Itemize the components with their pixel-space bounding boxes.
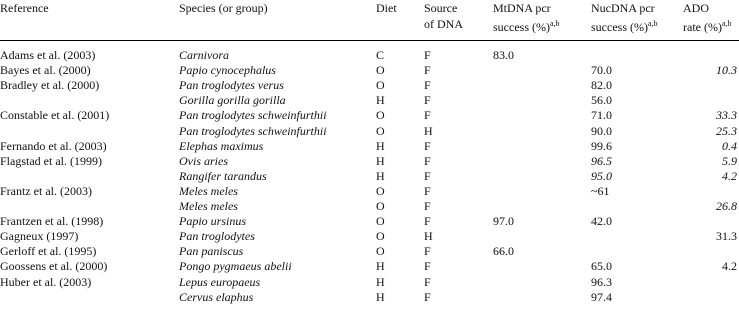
cell-nucdna: 97.4 [591,290,612,304]
cell-species: Pan troglodytes schweinfurthii [179,124,327,138]
cell-nucdna: 70.0 [591,63,612,77]
cell-diet: H [376,275,385,289]
cell-species: Gorilla gorilla gorilla [179,93,286,107]
cell-ado: 0.4 [722,139,737,153]
cell-source: F [424,199,431,213]
cell-diet: O [376,63,385,77]
cell-mtdna: 83.0 [493,48,514,62]
cell-nucdna: 71.0 [591,108,612,122]
cell-nucdna: 96.3 [591,275,612,289]
cell-species: Carnivora [179,48,230,62]
cell-ado: 26.8 [716,199,737,213]
cell-source: F [424,78,431,92]
cell-reference: Frantz et al. (2003) [0,184,92,198]
cell-ado: 31.3 [716,229,737,243]
cell-source: F [424,184,431,198]
header-source-line2: of DNA [424,17,463,31]
cell-species: Pongo pygmaeus abelii [179,259,292,273]
header-mtdna-line2: success (%)$^{a,b}$ [493,19,560,34]
cell-diet: O [376,78,385,92]
cell-diet: O [376,214,385,228]
cell-reference: Frantzen et al. (1998) [0,214,104,228]
cell-species: Ovis aries [179,154,228,168]
cell-diet: C [376,48,385,62]
cell-diet: H [376,169,385,183]
cell-reference: Adams et al. (2003) [0,48,96,62]
header-species: Species (or group) [179,1,268,15]
header-diet: Diet [376,1,397,15]
cell-species: Lepus europaeus [179,275,261,289]
cell-source: F [424,93,431,107]
header-nucdna-line1: NucDNA pcr [591,1,655,15]
cell-source: F [424,244,431,258]
footnote-mark: a,b [549,19,560,28]
cell-diet: O [376,199,385,213]
footnote-mark: a,b [721,19,732,28]
footnote-mark: a,b [647,19,658,28]
cell-diet: O [376,124,385,138]
cell-species: Papio ursinus [179,214,247,228]
cell-diet: H [376,93,385,107]
cell-species: Cervus elaphus [179,290,254,304]
cell-species: Papio cynocephalus [179,63,276,77]
cell-diet: O [376,229,385,243]
cell-reference: Constable et al. (2001) [0,108,110,122]
cell-diet: O [376,108,385,122]
cell-source: F [424,259,431,273]
cell-diet: O [376,184,385,198]
cell-ado: 4.2 [722,259,737,273]
cell-source: F [424,214,431,228]
cell-reference: Bayes et al. (2000) [0,63,91,77]
cell-mtdna: 97.0 [493,214,514,228]
cell-source: H [424,229,433,243]
cell-source: F [424,63,431,77]
cell-source: F [424,108,431,122]
cell-reference: Bradley et al. (2000) [0,78,100,92]
cell-species: Pan troglodytes schweinfurthii [179,108,327,122]
cell-reference: Gerloff et al. (1995) [0,244,97,258]
cell-source: F [424,290,431,304]
cell-nucdna: 56.0 [591,93,612,107]
cell-nucdna: 95.0 [591,169,612,183]
cell-species: Pan troglodytes verus [179,78,284,92]
cell-reference: Fernando et al. (2003) [0,139,107,153]
cell-reference: Huber et al. (2003) [0,275,92,289]
cell-source: F [424,48,431,62]
cell-nucdna: 42.0 [591,214,612,228]
cell-source: F [424,275,431,289]
cell-nucdna: 99.6 [591,139,612,153]
cell-ado: 10.3 [716,63,737,77]
cell-species: Pan paniscus [179,244,244,258]
cell-source: F [424,139,431,153]
header-ado-line2: rate (%)$^{a,b}$ [683,19,732,34]
cell-ado: 25.3 [716,124,737,138]
cell-nucdna: 82.0 [591,78,612,92]
cell-species: Pan troglodytes [179,229,255,243]
header-rule [0,40,739,41]
cell-nucdna: 96.5 [591,154,612,168]
cell-nucdna: 65.0 [591,259,612,273]
header-ado-line1: ADO [683,1,709,15]
cell-species: Rangifer tarandus [179,169,267,183]
cell-diet: H [376,290,385,304]
cell-species: Elephas maximus [179,139,264,153]
header-reference: Reference [0,1,49,15]
header-nucdna-line2: success (%)$^{a,b}$ [591,19,658,34]
cell-source: F [424,169,431,183]
cell-diet: H [376,139,385,153]
header-source-line1: Source [424,1,458,15]
cell-species: Meles meles [179,184,238,198]
cell-nucdna: 90.0 [591,124,612,138]
cell-diet: H [376,259,385,273]
cell-reference: Flagstad et al. (1999) [0,154,102,168]
cell-diet: O [376,244,385,258]
cell-reference: Gagneux (1997) [0,229,79,243]
header-mtdna-line1: MtDNA pcr [493,1,551,15]
cell-ado: 4.2 [722,169,737,183]
cell-ado: 5.9 [722,154,737,168]
cell-ado: 33.3 [716,108,737,122]
cell-source: F [424,154,431,168]
cell-species: Meles meles [179,199,238,213]
cell-nucdna: ~61 [591,184,610,198]
cell-reference: Goossens et al. (2000) [0,259,108,273]
cell-diet: H [376,154,385,168]
cell-mtdna: 66.0 [493,244,514,258]
cell-source: H [424,124,433,138]
